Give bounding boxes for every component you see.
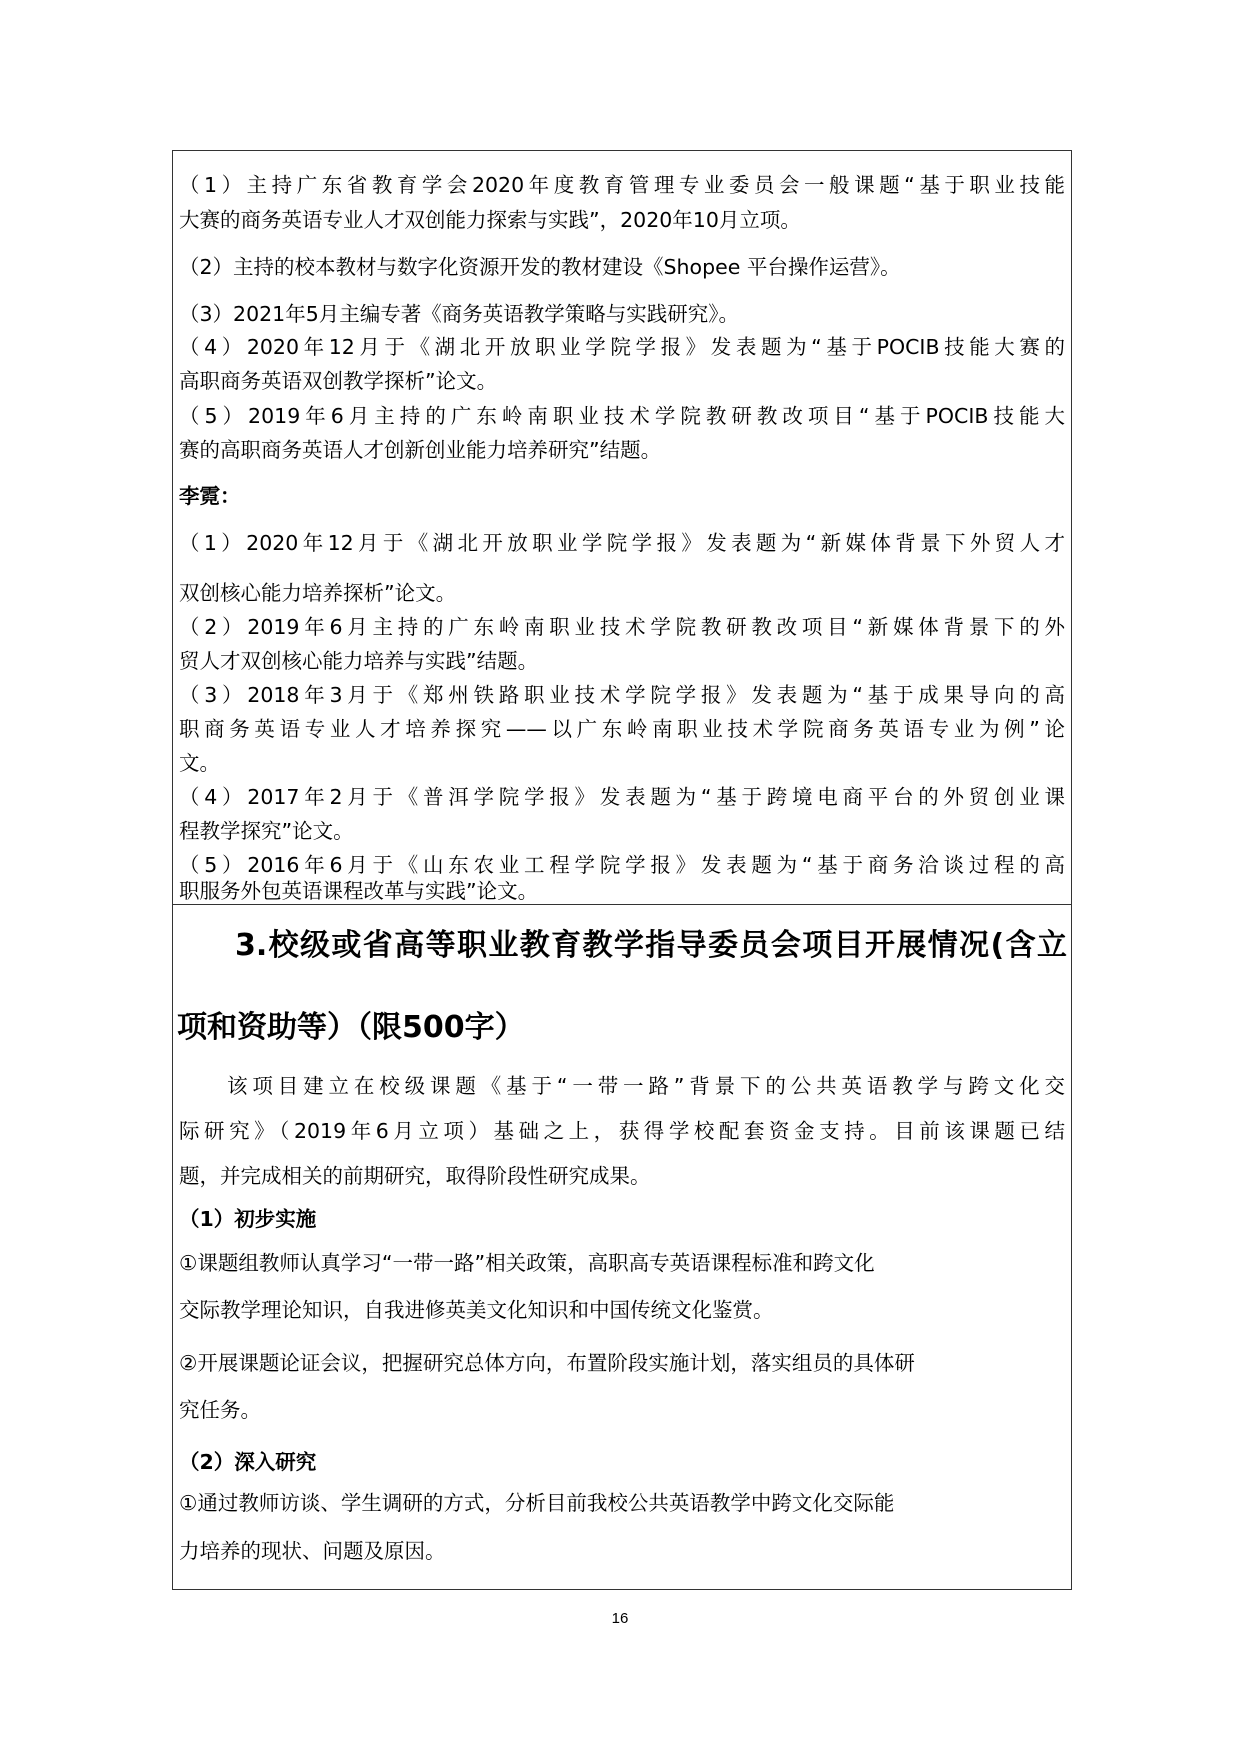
text-line: （2）主持的校本教材与数字化资源开发的教材建设《Shopee 平台操作运营》。 [179,255,901,279]
text-line: （4）2020年12月于《湖北开放职业学院学报》发表题为“基于POCIB技能大赛的 [179,335,1065,359]
text-line: 交际教学理论知识，自我进修英美文化知识和中国传统文化鉴赏。 [179,1298,774,1322]
text-line: 赛的高职商务英语人才创新创业能力培养研究”结题。 [179,438,662,462]
text-line: ②开展课题论证会议，把握研究总体方向，布置阶段实施计划，落实组员的具体研 [179,1351,915,1375]
text-line: （5）2016年6月于《山东农业工程学院学报》发表题为“基于商务洽谈过程的高 [179,853,1065,877]
text-line: （3）2021年5月主编专著《商务英语教学策略与实践研究》。 [179,302,740,326]
text-line: （5）2019年6月主持的广东岭南职业技术学院教研教改项目“基于POCIB技能大 [179,404,1065,428]
text-line: （1）主持广东省教育学会2020年度教育管理专业委员会一般课题“基于职业技能 [179,173,1065,197]
achievements-cell [173,151,1071,905]
text-line: 该项目建立在校级课题《基于“一带一路”背景下的公共英语教学与跨文化交 [227,1074,1065,1098]
text-line: 际研究》（2019年6月立项）基础之上，获得学校配套资金支持。目前该课题已结 [179,1119,1065,1143]
text-line: 职商务英语专业人才培养探究——以广东岭南职业技术学院商务英语专业为例”论 [179,717,1065,741]
text-line: （2）2019年6月主持的广东岭南职业技术学院教研教改项目“新媒体背景下的外 [179,615,1065,639]
section-heading-continued: 项和资助等）（限500字） [177,1010,525,1045]
text-line: ①通过教师访谈、学生调研的方式，分析目前我校公共英语教学中跨文化交际能 [179,1491,895,1515]
text-line: 程教学探究”论文。 [179,819,354,843]
text-line: 职服务外包英语课程改革与实践”论文。 [179,879,539,903]
text-line: 大赛的商务英语专业人才双创能力探索与实践”，2020年10月立项。 [179,208,801,232]
page-number: 16 [611,1610,629,1627]
text-line: 贸人才双创核心能力培养与实践”结题。 [179,649,539,673]
text-line: ①课题组教师认真学习“一带一路”相关政策，高职高专英语课程标准和跨文化 [179,1251,875,1275]
text-line: 高职商务英语双创教学探析”论文。 [179,369,498,393]
project-progress-cell [173,904,1071,1589]
text-line: （4）2017年2月于《普洱学院学报》发表题为“基于跨境电商平台的外贸创业课 [179,785,1065,809]
person-name-heading: 李霓： [179,484,241,508]
text-line: 题，并完成相关的前期研究，取得阶段性研究成果。 [179,1164,651,1188]
text-line: （3）2018年3月于《郑州铁路职业技术学院学报》发表题为“基于成果导向的高 [179,683,1065,707]
text-line: （1）2020年12月于《湖北开放职业学院学报》发表题为“新媒体背景下外贸人才 [179,531,1065,555]
text-line: 文。 [179,751,220,775]
document-table [172,150,1072,1590]
section-heading: 3.校级或省高等职业教育教学指导委员会项目开展情况(含立 [235,928,1067,963]
subheading-in-depth-research: （2）深入研究 [179,1450,317,1474]
text-line: 究任务。 [179,1398,261,1422]
subheading-initial-implementation: （1）初步实施 [179,1207,317,1231]
text-line: 力培养的现状、问题及原因。 [179,1539,446,1563]
text-line: 双创核心能力培养探析”论文。 [179,581,457,605]
